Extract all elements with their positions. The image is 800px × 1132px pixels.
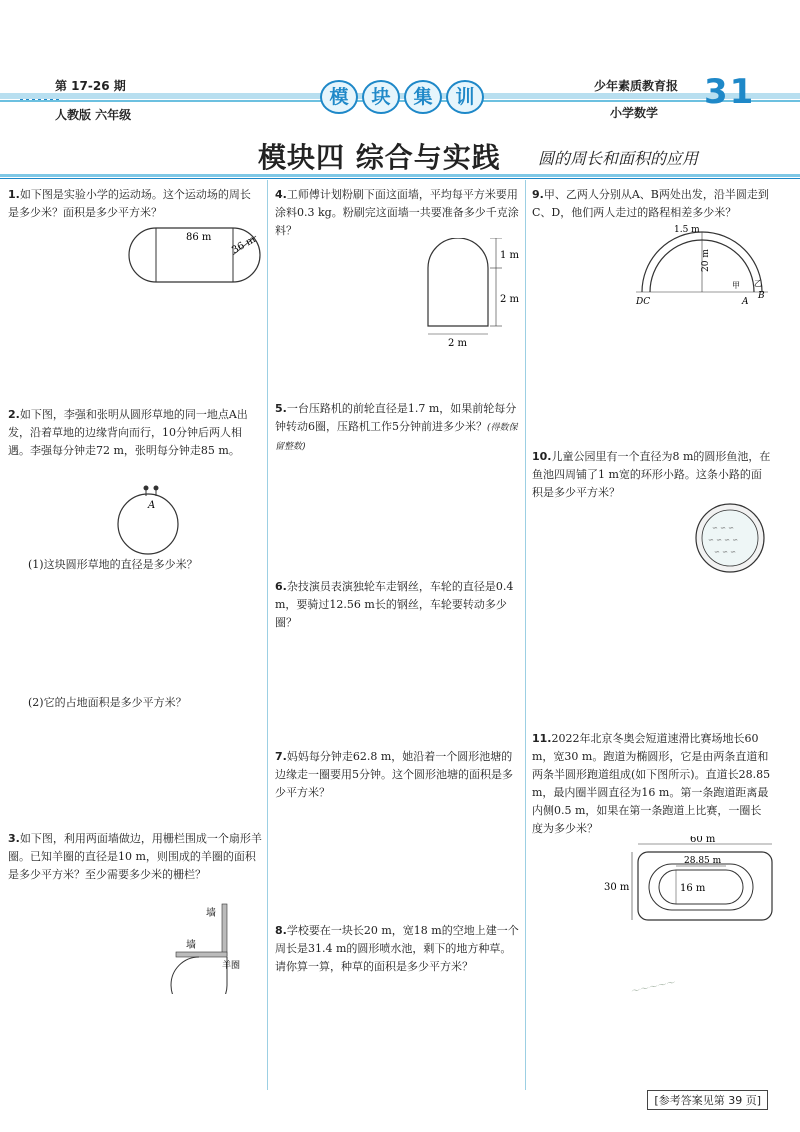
banner-char: 集: [404, 80, 442, 114]
label-jia: 甲: [732, 281, 740, 290]
question-2: [8, 406, 262, 460]
column-divider: [267, 180, 268, 1090]
label-1m: 1 m: [500, 250, 520, 261]
handwriting-mark: ～～～～～: [629, 978, 676, 998]
stadium-figure: [128, 224, 268, 286]
label-20m: 20 m: [701, 249, 711, 272]
question-3: [8, 830, 262, 884]
svg-text:∽ ∽ ∽: ∽ ∽ ∽: [712, 524, 735, 532]
question-text: 如下图，利用两面墙做边，用栅栏围成一个扇形羊圈。已知羊圈的直径是10 m，则围成的羊圈的面积是多少平方米？至少需要多少米的栅栏？: [8, 832, 262, 881]
label-16m: 16 m: [680, 883, 706, 894]
question-11: [532, 730, 772, 838]
module-title: 模块四 综合与实践: [258, 141, 501, 174]
label-36m: 36 m: [230, 234, 258, 257]
label-30m: 30 m: [604, 882, 630, 893]
question-text: 工师傅计划粉刷下面这面墙，平均每平方米要用涂料0.3 kg。粉刷完这面墙一共要准备多少千克涂料？: [275, 188, 519, 237]
module-topic: 圆的周长和面积的应用: [538, 149, 699, 168]
question-number: 7.: [275, 750, 287, 763]
question-2-sub-1: (1)这块圆形草地的直径是多少米？: [28, 558, 198, 571]
question-number: 5.: [275, 402, 287, 415]
question-9: [532, 186, 772, 222]
banner-char: 训: [446, 80, 484, 114]
wall-figure: [420, 238, 520, 350]
question-text: 杂技演员表演独轮车走钢丝，车轮的直径是0.4 m，要骑过12.56 m长的钢丝，车轮要转动多少圈？: [275, 580, 514, 629]
issue-label: 第 17-26 期: [55, 79, 126, 93]
svg-text:∽ ∽ ∽ ∽: ∽ ∽ ∽ ∽: [708, 536, 739, 544]
question-text: 学校要在一块长20 m，宽18 m的空地上建一个周长是31.4 m的圆形喷水池，剩下的地方种草。请你算一算，种草的面积是多少平方米？: [275, 924, 519, 973]
skating-rink-figure: [604, 836, 778, 924]
svg-text:∽ ∽ ∽: ∽ ∽ ∽: [714, 548, 737, 556]
label-wall-vertical: 墙: [206, 908, 216, 919]
label-DC: DC: [636, 297, 651, 307]
label-B: B: [758, 291, 765, 301]
question-text: 如下图是实验小学的运动场。这个运动场的周长是多少米？面积是多少平方米？: [8, 188, 251, 219]
question-text: 如下图，李强和张明从圆形草地的同一地点A出发，沿着草地的边缘背向而行，10分钟后两人相遇。李强每分钟走72 m，张明每分钟走85 m。: [8, 408, 248, 457]
question-number: 3.: [8, 832, 20, 845]
semicircle-track-figure: [628, 222, 778, 312]
banner: [320, 80, 484, 114]
question-number: 9.: [532, 188, 544, 201]
label-A: A: [742, 297, 749, 307]
label-60m: 60 m: [690, 836, 716, 845]
label-28-85m: 28.85 m: [684, 856, 722, 866]
question-note: (得数保留整数): [275, 423, 518, 452]
circle-field-figure: [108, 478, 188, 558]
question-1: [8, 186, 260, 222]
question-number: 10.: [532, 450, 552, 463]
page-number: 31: [704, 72, 756, 112]
subject-label: 小学数学: [610, 106, 659, 120]
question-number: 11.: [532, 732, 552, 745]
label-2m-side: 2 m: [500, 294, 520, 305]
label-yi: 乙: [754, 279, 762, 288]
question-4: [275, 186, 519, 240]
paper-name: 少年素质教育报: [594, 79, 679, 93]
column-divider: [525, 180, 526, 1090]
question-8: [275, 922, 519, 976]
label-A: A: [148, 500, 156, 511]
banner-char: 模: [320, 80, 358, 114]
label-sheep-pen: 羊圈: [222, 961, 241, 971]
label-86m: 86 m: [186, 232, 212, 243]
question-text: 一台压路机的前轮直径是1.7 m，如果前轮每分钟转动6圈，压路机工作5分钟前进多少米？: [275, 402, 517, 433]
question-2-sub-2: (2)它的占地面积是多少平方米？: [28, 696, 187, 709]
question-6: [275, 578, 519, 632]
fish-pond-figure: [690, 500, 770, 580]
edition-label: 人教版 六年级: [55, 108, 132, 122]
question-7: [275, 748, 519, 802]
question-number: 2.: [8, 408, 20, 421]
question-number: 8.: [275, 924, 287, 937]
answer-reference: [参考答案见第 39 页]: [647, 1090, 768, 1110]
question-number: 4.: [275, 188, 287, 201]
title-separator: [0, 174, 800, 177]
question-5: [275, 400, 519, 456]
question-number: 1.: [8, 188, 20, 201]
question-text: 2022年北京冬奥会短道速滑比赛场地长60 m，宽30 m。跑道为椭圆形，它是由两条直道和两条半圆形跑道组成(如下图所示)。直道长28.85 m，最内圈半圆直径为16 m。第一条跑道距离最内侧0.5 m，如果在第一条跑道上比赛，一圈长度为多少米？: [532, 732, 771, 835]
question-10: [532, 448, 772, 502]
title-separator-line: [0, 178, 800, 179]
question-text: 儿童公园里有一个直径为8 m的圆形鱼池，在鱼池四周铺了1 m宽的环形小路。这条小路的面积是多少平方米？: [532, 450, 771, 499]
label-1-5m: 1.5 m: [674, 225, 700, 235]
question-text: 妈妈每分钟走62.8 m，她沿着一个圆形池塘的边缘走一圈要用5分钟。这个圆形池塘的面积是多少平方米？: [275, 750, 513, 799]
banner-char: 块: [362, 80, 400, 114]
label-2m-bottom: 2 m: [448, 338, 468, 349]
sheep-pen-figure: [170, 902, 265, 994]
question-text: 甲、乙两人分别从A、B两处出发，沿半圆走到C、D，他们两人走过的路程相差多少米？: [532, 188, 769, 219]
label-wall-horizontal: 墙: [186, 940, 196, 951]
question-number: 6.: [275, 580, 287, 593]
